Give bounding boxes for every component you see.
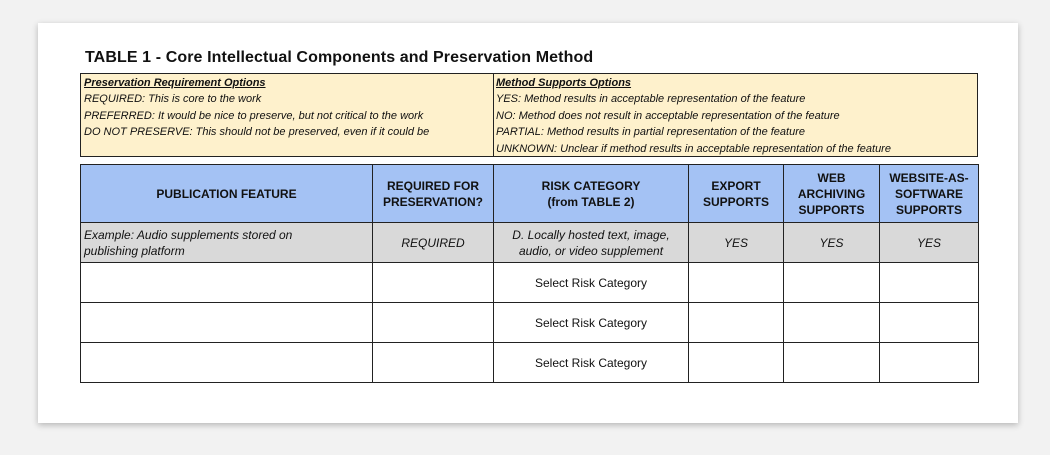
table-row [81,303,979,343]
cell-line: Example: Audio supplements stored on [84,227,293,242]
header-line: SUPPORTS [702,194,769,209]
header-line: RISK CATEGORY [541,178,641,193]
method-support-option: PARTIAL: Method results in partial representation of the feature [496,126,805,139]
example-required-cell[interactable]: REQUIRED [373,223,494,263]
header-export-supports [689,165,784,223]
header-line: SUPPORTS [895,202,962,217]
web-archiving-cell[interactable] [784,303,880,343]
web-archiving-cell[interactable] [784,263,880,303]
example-export-cell[interactable]: YES [689,223,784,263]
feature-cell[interactable] [81,303,373,343]
preservation-option: PREFERRED: It would be nice to preserve, but not critical to the work [84,109,424,122]
cell-line: D. Locally hosted text, image, [512,227,670,242]
header-line: PUBLICATION FEATURE [156,186,297,201]
options-legend [80,73,978,157]
header-line: ARCHIVING [797,186,866,201]
preservation-option: REQUIRED: This is core to the work [84,93,262,106]
header-line: SOFTWARE [895,186,963,201]
example-website-software-cell[interactable]: YES [880,223,979,263]
required-cell[interactable] [373,343,494,383]
example-risk-cell[interactable] [494,223,689,263]
header-risk-category [494,165,689,223]
website-software-cell[interactable] [880,263,979,303]
table-row [81,263,979,303]
example-row [81,223,979,263]
header-web-archiving-supports [784,165,880,223]
feature-cell[interactable] [81,263,373,303]
feature-cell[interactable] [81,343,373,383]
risk-category-select[interactable]: Select Risk Category [494,263,689,303]
export-cell[interactable] [689,263,784,303]
method-support-option: NO: Method does not result in acceptable representation of the feature [496,109,840,122]
web-archiving-cell[interactable] [784,343,880,383]
website-software-cell[interactable] [880,343,979,383]
preservation-options-legend [81,74,494,156]
preservation-option: DO NOT PRESERVE: This should not be preserved, even if it could be [84,126,430,139]
header-row [81,165,979,223]
method-supports-legend [494,74,977,156]
header-line: REQUIRED FOR [386,178,479,193]
header-website-as-software-supports [880,165,979,223]
example-feature-cell[interactable] [81,223,373,263]
cell-line: publishing platform [84,243,185,258]
components-table [80,164,979,383]
method-support-option: UNKNOWN: Unclear if method results in acceptable representation of the feature [496,142,891,155]
document-sheet [38,23,1018,423]
table-row [81,343,979,383]
method-support-option: YES: Method results in acceptable representation of the feature [496,93,806,106]
risk-category-select[interactable]: Select Risk Category [494,303,689,343]
preservation-options-heading: Preservation Requirement Options [84,77,266,89]
export-cell[interactable] [689,303,784,343]
header-line: WEB [817,170,846,185]
header-line: (from TABLE 2) [547,194,635,209]
header-line: WEBSITE-AS- [889,170,969,185]
table-title: TABLE 1 - Core Intellectual Components and Preservation Method [85,49,594,66]
cell-line: audio, or video supplement [518,243,664,258]
risk-category-select[interactable]: Select Risk Category [494,343,689,383]
header-publication-feature [81,165,373,223]
example-web-archiving-cell[interactable]: YES [784,223,880,263]
website-software-cell[interactable] [880,303,979,343]
header-line: SUPPORTS [798,202,865,217]
method-supports-heading: Method Supports Options [496,77,632,89]
required-cell[interactable] [373,263,494,303]
header-line: EXPORT [711,178,761,193]
header-line: PRESERVATION? [382,194,483,209]
required-cell[interactable] [373,303,494,343]
header-required-for-preservation [373,165,494,223]
export-cell[interactable] [689,343,784,383]
